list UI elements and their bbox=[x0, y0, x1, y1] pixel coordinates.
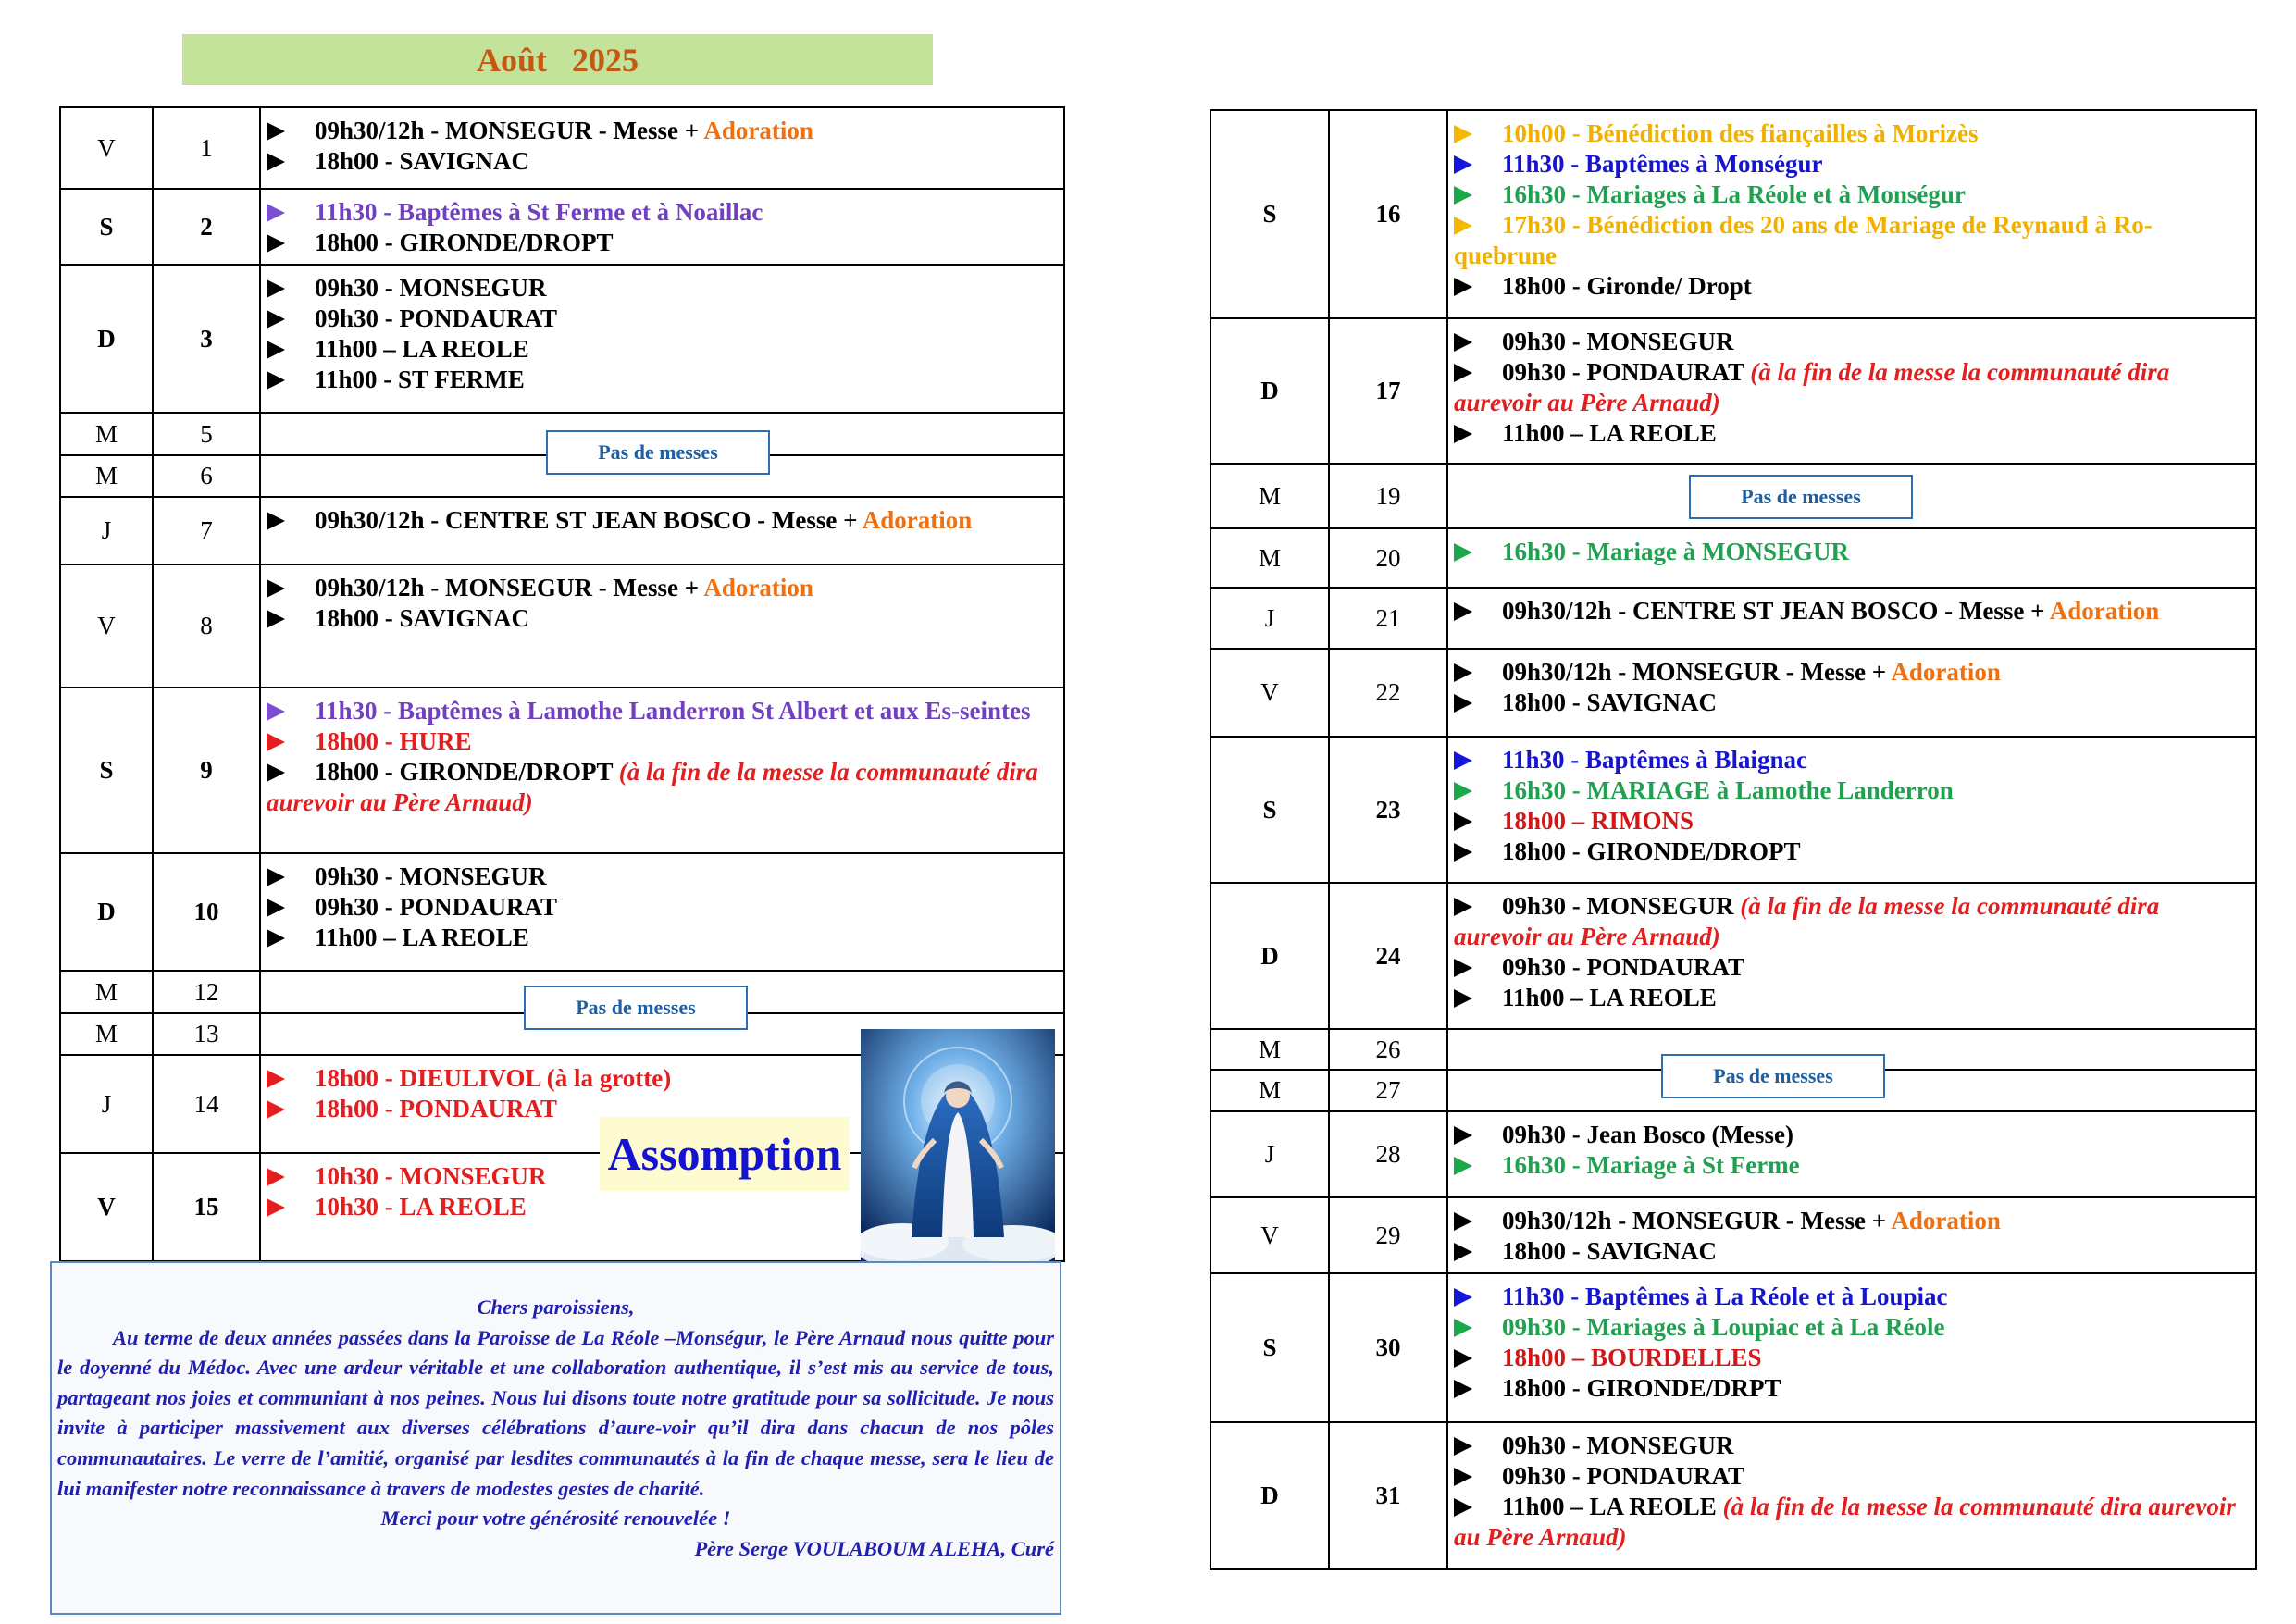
weekday-cell: M bbox=[1210, 464, 1329, 528]
event-line bbox=[267, 505, 1058, 536]
event-text: 09h30/12h - CENTRE ST JEAN BOSCO - Messe + bbox=[1502, 597, 2050, 625]
bullet-triangle-icon bbox=[1454, 1498, 1472, 1517]
event-text: 18h00 - SAVIGNAC bbox=[315, 604, 530, 632]
weekday-cell: D bbox=[60, 853, 153, 971]
event-line bbox=[1454, 1492, 2250, 1553]
weekday-cell: S bbox=[60, 189, 153, 265]
events-cell bbox=[260, 564, 1064, 688]
events-cell bbox=[1447, 1422, 2256, 1569]
bullet-triangle-icon bbox=[267, 929, 285, 948]
event-text: 18h00 - SAVIGNAC bbox=[315, 147, 530, 175]
weekday-cell: V bbox=[1210, 1197, 1329, 1273]
weekday-cell: V bbox=[60, 564, 153, 688]
letter-body: Au terme de deux années passées dans la Paroisse de La Réole –Monségur, le Père Arnaud nous quitte pour le doyenné du Médoc. Avec une ardeur véritable et une collaboration authentique, il s’est mis au service de tous, partageant nos joies et communiant à nos peines. Nous lui disons toute notre gratitude pour sa sollicitude. Je nous invite à participer massivement aux diverses célébrations d’aure-voir qu’il dira dans chacun de nos pôles communautaires. Le verre de l’amitié, organisé par lesdites communautés à la fin de chaque messe, sera le lieu de lui manifester notre reconnaissance à travers de modestes gestes de charité. bbox=[57, 1325, 1054, 1500]
date-cell: 19 bbox=[1329, 464, 1447, 528]
bullet-triangle-icon bbox=[1454, 1437, 1472, 1456]
bullet-triangle-icon bbox=[267, 310, 285, 329]
weekday-cell: M bbox=[60, 413, 153, 455]
bullet-triangle-icon bbox=[1454, 1468, 1472, 1486]
bullet-triangle-icon bbox=[1454, 843, 1472, 862]
calendar-row bbox=[1210, 1273, 2256, 1422]
event-text: 18h00 - GIRONDE/DROPT bbox=[315, 229, 614, 256]
calendar-row bbox=[60, 265, 1064, 413]
bullet-triangle-icon bbox=[1454, 989, 1472, 1008]
events-cell bbox=[1447, 1273, 2256, 1422]
calendar-row bbox=[60, 853, 1064, 971]
bullet-triangle-icon bbox=[1454, 1157, 1472, 1175]
calendar-row bbox=[1210, 110, 2256, 318]
event-line bbox=[267, 573, 1058, 603]
event-line bbox=[1454, 837, 2250, 867]
event-text: 09h30/12h - CENTRE ST JEAN BOSCO - Messe + bbox=[315, 506, 863, 534]
virgin-mary-image bbox=[861, 1029, 1055, 1262]
date-cell: 30 bbox=[1329, 1273, 1447, 1422]
event-line bbox=[267, 696, 1058, 726]
event-line bbox=[1454, 1343, 2250, 1373]
event-text: 09h30 - MONSEGUR bbox=[1502, 1432, 1734, 1459]
calendar-row bbox=[1210, 649, 2256, 737]
event-line bbox=[1454, 1150, 2250, 1181]
event-text: 09h30 - PONDAURAT bbox=[1502, 953, 1744, 981]
event-line bbox=[1454, 1206, 2250, 1236]
event-text: Adoration bbox=[703, 117, 813, 144]
weekday-cell: M bbox=[1210, 528, 1329, 588]
event-text: Adoration bbox=[1891, 1207, 2001, 1234]
bullet-triangle-icon bbox=[1454, 959, 1472, 977]
date-cell: 23 bbox=[1329, 737, 1447, 883]
bullet-triangle-icon bbox=[1454, 663, 1472, 682]
event-line bbox=[1454, 775, 2250, 806]
letter-greeting: Chers paroissiens, bbox=[477, 1295, 635, 1319]
event-text: 18h00 - SAVIGNAC bbox=[1502, 688, 1718, 716]
event-line bbox=[1454, 1461, 2250, 1492]
assumption-label: Assomption bbox=[600, 1117, 850, 1191]
event-text: 09h30 - Jean Bosco (Messe) bbox=[1502, 1121, 1793, 1148]
bullet-triangle-icon bbox=[267, 204, 285, 222]
event-line bbox=[267, 757, 1058, 818]
weekday-cell: M bbox=[60, 971, 153, 1013]
calendar-row bbox=[1210, 528, 2256, 588]
bullet-triangle-icon bbox=[1454, 1212, 1472, 1231]
date-cell: 31 bbox=[1329, 1422, 1447, 1569]
events-cell bbox=[1447, 528, 2256, 588]
event-text: (à la fin de la messe la communauté dira aurevoir au Père Arnaud) bbox=[1454, 1493, 2236, 1551]
event-text: 09h30 - PONDAURAT bbox=[315, 304, 557, 332]
weekday-cell: J bbox=[1210, 588, 1329, 649]
event-text: 18h00 - HURE bbox=[315, 727, 472, 755]
bullet-triangle-icon bbox=[1454, 1288, 1472, 1307]
event-text: 10h00 - Bénédiction des fiançailles à Morizès bbox=[1502, 119, 1979, 147]
bullet-triangle-icon bbox=[267, 579, 285, 598]
date-cell: 20 bbox=[1329, 528, 1447, 588]
event-text: 11h30 - Baptêmes à La Réole et à Loupiac bbox=[1502, 1283, 1948, 1310]
bullet-triangle-icon bbox=[1454, 125, 1472, 143]
bullet-triangle-icon bbox=[267, 868, 285, 886]
calendar-row bbox=[1210, 1111, 2256, 1197]
events-cell bbox=[1447, 588, 2256, 649]
calendar-row bbox=[60, 497, 1064, 564]
weekday-cell: D bbox=[60, 265, 153, 413]
event-line bbox=[267, 923, 1058, 953]
bullet-triangle-icon bbox=[1454, 694, 1472, 713]
event-text: 09h30 - PONDAURAT bbox=[1502, 358, 1751, 386]
event-text: 16h30 - MARIAGE à Lamothe Landerron bbox=[1502, 776, 1954, 804]
event-line bbox=[267, 116, 1058, 146]
pastoral-letter bbox=[50, 1261, 1061, 1615]
no-mass-label: Pas de messes bbox=[1689, 475, 1913, 519]
date-cell: 29 bbox=[1329, 1197, 1447, 1273]
date-cell: 9 bbox=[153, 688, 260, 853]
event-text: 09h30 - Mariages à Loupiac et à La Réole bbox=[1502, 1313, 1945, 1341]
date-cell: 1 bbox=[153, 107, 260, 189]
event-text: 18h00 - Gironde/ Dropt bbox=[1502, 272, 1752, 300]
date-cell: 16 bbox=[1329, 110, 1447, 318]
date-cell: 12 bbox=[153, 971, 260, 1013]
weekday-cell: J bbox=[60, 1055, 153, 1153]
events-cell bbox=[1447, 318, 2256, 464]
calendar-row bbox=[1210, 1422, 2256, 1569]
event-line bbox=[1454, 537, 2250, 567]
event-line bbox=[1454, 657, 2250, 688]
weekday-cell: V bbox=[1210, 649, 1329, 737]
bullet-triangle-icon bbox=[1454, 898, 1472, 916]
bullet-triangle-icon bbox=[267, 899, 285, 917]
weekday-cell: S bbox=[1210, 110, 1329, 318]
event-text: 09h30 - MONSEGUR bbox=[315, 274, 547, 302]
weekday-cell: D bbox=[1210, 318, 1329, 464]
event-line bbox=[267, 892, 1058, 923]
event-text: 18h00 – RIMONS bbox=[1502, 807, 1694, 835]
date-cell: 8 bbox=[153, 564, 260, 688]
no-mass-label: Pas de messes bbox=[1661, 1054, 1885, 1098]
event-text: 09h30/12h - MONSEGUR - Messe + bbox=[1502, 1207, 1892, 1234]
weekday-cell: S bbox=[1210, 1273, 1329, 1422]
bullet-triangle-icon bbox=[1454, 364, 1472, 382]
calendar-row bbox=[60, 564, 1064, 688]
event-line bbox=[1454, 952, 2250, 983]
event-text: 11h30 - Baptêmes à Blaignac bbox=[1502, 746, 1808, 774]
date-cell: 21 bbox=[1329, 588, 1447, 649]
event-line bbox=[1454, 1282, 2250, 1312]
date-cell: 7 bbox=[153, 497, 260, 564]
event-text: 09h30 - PONDAURAT bbox=[315, 893, 557, 921]
event-text: Adoration bbox=[862, 506, 973, 534]
event-line bbox=[267, 197, 1058, 228]
weekday-cell: S bbox=[1210, 737, 1329, 883]
month-title: Août 2025 bbox=[182, 34, 933, 85]
bullet-triangle-icon bbox=[267, 512, 285, 530]
event-line bbox=[1454, 1431, 2250, 1461]
event-line bbox=[1454, 806, 2250, 837]
bullet-triangle-icon bbox=[1454, 1126, 1472, 1145]
weekday-cell: V bbox=[60, 107, 153, 189]
event-text: 09h30/12h - MONSEGUR - Messe + bbox=[315, 574, 704, 601]
event-text: 16h30 - Mariage à MONSEGUR bbox=[1502, 538, 1849, 565]
event-line bbox=[267, 726, 1058, 757]
date-cell: 17 bbox=[1329, 318, 1447, 464]
bullet-triangle-icon bbox=[267, 702, 285, 721]
bullet-triangle-icon bbox=[267, 279, 285, 298]
event-text: 11h00 – LA REOLE bbox=[1502, 419, 1717, 447]
event-text: 18h00 - GIRONDE/DROPT bbox=[1502, 837, 1801, 865]
weekday-cell: D bbox=[1210, 1422, 1329, 1569]
bullet-triangle-icon bbox=[267, 763, 285, 782]
events-cell bbox=[1447, 649, 2256, 737]
letter-thanks: Merci pour votre générosité renouvelée ! bbox=[380, 1506, 731, 1531]
date-cell: 6 bbox=[153, 455, 260, 497]
event-text: 11h00 – LA REOLE bbox=[1502, 984, 1717, 1011]
bullet-triangle-icon bbox=[267, 1168, 285, 1186]
event-line bbox=[267, 365, 1058, 395]
weekday-cell: D bbox=[1210, 883, 1329, 1029]
event-line bbox=[1454, 983, 2250, 1013]
bullet-triangle-icon bbox=[1454, 1349, 1472, 1368]
calendar-table-right bbox=[1210, 109, 2257, 1570]
date-cell: 5 bbox=[153, 413, 260, 455]
no-mass-label: Pas de messes bbox=[546, 430, 770, 475]
bullet-triangle-icon bbox=[267, 1070, 285, 1088]
bullet-triangle-icon bbox=[1454, 1319, 1472, 1337]
date-cell: 26 bbox=[1329, 1029, 1447, 1070]
calendar-row bbox=[1210, 318, 2256, 464]
date-cell: 10 bbox=[153, 853, 260, 971]
event-text: 16h30 - Mariages à La Réole et à Monségur bbox=[1502, 180, 1966, 208]
event-text: (à la fin de la messe la communauté dira aurevoir au Père Arnaud) bbox=[267, 758, 1038, 816]
event-line bbox=[1454, 688, 2250, 718]
event-text: 11h30 - Baptêmes à Monségur bbox=[1502, 150, 1823, 178]
event-line bbox=[267, 146, 1058, 177]
event-text: 11h00 - ST FERME bbox=[315, 366, 525, 393]
event-text: (à la fin de la messe la communauté dira aurevoir au Père Arnaud) bbox=[1454, 358, 2170, 416]
event-text: 18h00 - DIEULIVOL (à la grotte) bbox=[315, 1064, 672, 1092]
events-cell bbox=[1447, 883, 2256, 1029]
event-text: 11h30 - Baptêmes à Lamothe Landerron St Albert et aux Es-seintes bbox=[315, 697, 1031, 725]
weekday-cell: S bbox=[60, 688, 153, 853]
event-line bbox=[267, 273, 1058, 304]
bullet-triangle-icon bbox=[267, 341, 285, 359]
event-text: 11h00 – LA REOLE bbox=[315, 924, 529, 951]
bullet-triangle-icon bbox=[1454, 333, 1472, 352]
event-text: 17h30 - Bénédiction des 20 ans de Mariage de Reynaud à Ro-quebrune bbox=[1454, 211, 2153, 269]
calendar-row bbox=[60, 189, 1064, 265]
bullet-triangle-icon bbox=[267, 733, 285, 751]
bullet-triangle-icon bbox=[1454, 155, 1472, 174]
event-text: 09h30/12h - MONSEGUR - Messe + bbox=[1502, 658, 1892, 686]
bullet-triangle-icon bbox=[1454, 217, 1472, 235]
bullet-triangle-icon bbox=[267, 153, 285, 171]
event-line bbox=[1454, 210, 2250, 271]
event-line bbox=[267, 228, 1058, 258]
event-text: 18h00 - GIRONDE/DROPT bbox=[315, 758, 619, 786]
calendar-row bbox=[1210, 883, 2256, 1029]
event-line bbox=[1454, 327, 2250, 357]
bullet-triangle-icon bbox=[1454, 782, 1472, 800]
events-cell bbox=[1447, 1111, 2256, 1197]
bullet-triangle-icon bbox=[267, 234, 285, 253]
event-line bbox=[1454, 745, 2250, 775]
event-line bbox=[267, 603, 1058, 634]
event-text: 09h30 - MONSEGUR bbox=[315, 862, 547, 890]
date-cell: 28 bbox=[1329, 1111, 1447, 1197]
events-cell bbox=[260, 265, 1064, 413]
events-cell bbox=[260, 497, 1064, 564]
weekday-cell: J bbox=[60, 497, 153, 564]
event-line bbox=[1454, 1312, 2250, 1343]
bullet-triangle-icon bbox=[267, 122, 285, 141]
date-cell: 27 bbox=[1329, 1070, 1447, 1111]
date-cell: 15 bbox=[153, 1153, 260, 1261]
date-cell: 3 bbox=[153, 265, 260, 413]
event-text: Adoration bbox=[1891, 658, 2001, 686]
calendar-row bbox=[60, 688, 1064, 853]
date-cell: 22 bbox=[1329, 649, 1447, 737]
event-text: 18h00 – BOURDELLES bbox=[1502, 1344, 1762, 1371]
events-cell bbox=[260, 189, 1064, 265]
weekday-cell: V bbox=[60, 1153, 153, 1261]
bullet-triangle-icon bbox=[1454, 1243, 1472, 1261]
bullet-triangle-icon bbox=[1454, 602, 1472, 621]
event-text: 09h30 - MONSEGUR bbox=[1502, 328, 1734, 355]
event-text: 11h30 - Baptêmes à St Ferme et à Noaillac bbox=[315, 198, 763, 226]
event-text: 09h30 - PONDAURAT bbox=[1502, 1462, 1744, 1490]
weekday-cell: M bbox=[1210, 1029, 1329, 1070]
event-text: 11h00 – LA REOLE bbox=[315, 335, 529, 363]
event-line bbox=[1454, 180, 2250, 210]
event-text: Adoration bbox=[703, 574, 813, 601]
bullet-triangle-icon bbox=[267, 371, 285, 390]
events-cell bbox=[1447, 737, 2256, 883]
bullet-triangle-icon bbox=[267, 1198, 285, 1217]
bullet-triangle-icon bbox=[267, 1100, 285, 1119]
weekday-cell: M bbox=[1210, 1070, 1329, 1111]
event-text: Adoration bbox=[2049, 597, 2160, 625]
bullet-triangle-icon bbox=[1454, 425, 1472, 443]
calendar-row bbox=[1210, 1197, 2256, 1273]
bullet-triangle-icon bbox=[1454, 751, 1472, 770]
event-line bbox=[1454, 357, 2250, 418]
events-cell bbox=[1447, 1197, 2256, 1273]
events-cell bbox=[260, 853, 1064, 971]
event-text: 16h30 - Mariage à St Ferme bbox=[1502, 1151, 1800, 1179]
event-text: 10h30 - LA REOLE bbox=[315, 1193, 527, 1221]
calendar-row bbox=[1210, 588, 2256, 649]
event-line bbox=[1454, 149, 2250, 180]
event-text: (à la fin de la messe la communauté dira aurevoir au Père Arnaud) bbox=[1454, 892, 2160, 950]
bullet-triangle-icon bbox=[1454, 1380, 1472, 1398]
event-text: 10h30 - MONSEGUR bbox=[315, 1162, 547, 1190]
events-cell bbox=[1447, 110, 2256, 318]
events-cell bbox=[260, 688, 1064, 853]
event-line bbox=[1454, 1236, 2250, 1267]
event-line bbox=[267, 862, 1058, 892]
event-line bbox=[267, 304, 1058, 334]
event-line bbox=[1454, 271, 2250, 302]
event-text: 09h30 - MONSEGUR bbox=[1502, 892, 1741, 920]
bullet-triangle-icon bbox=[1454, 278, 1472, 296]
bullet-triangle-icon bbox=[1454, 812, 1472, 831]
bullet-triangle-icon bbox=[1454, 186, 1472, 205]
date-cell: 13 bbox=[153, 1013, 260, 1055]
date-cell: 24 bbox=[1329, 883, 1447, 1029]
weekday-cell: M bbox=[60, 455, 153, 497]
event-line bbox=[267, 334, 1058, 365]
bullet-triangle-icon bbox=[1454, 543, 1472, 562]
event-line bbox=[1454, 1373, 2250, 1404]
letter-signature: Père Serge VOULABOUM ALEHA, Curé bbox=[694, 1536, 1054, 1560]
event-line bbox=[1454, 1120, 2250, 1150]
event-text: 18h00 - GIRONDE/DRPT bbox=[1502, 1374, 1781, 1402]
calendar-row bbox=[60, 107, 1064, 189]
event-text: 18h00 - SAVIGNAC bbox=[1502, 1237, 1718, 1265]
events-cell bbox=[260, 107, 1064, 189]
date-cell: 2 bbox=[153, 189, 260, 265]
event-line bbox=[1454, 418, 2250, 449]
weekday-cell: J bbox=[1210, 1111, 1329, 1197]
event-line bbox=[1454, 596, 2250, 626]
event-text: 18h00 - PONDAURAT bbox=[315, 1095, 557, 1122]
date-cell: 14 bbox=[153, 1055, 260, 1153]
no-mass-label: Pas de messes bbox=[524, 986, 748, 1030]
event-text: 11h00 – LA REOLE bbox=[1502, 1493, 1723, 1520]
calendar-row bbox=[1210, 737, 2256, 883]
bullet-triangle-icon bbox=[267, 610, 285, 628]
event-line bbox=[1454, 118, 2250, 149]
event-line bbox=[1454, 891, 2250, 952]
event-text: 09h30/12h - MONSEGUR - Messe + bbox=[315, 117, 704, 144]
weekday-cell: M bbox=[60, 1013, 153, 1055]
